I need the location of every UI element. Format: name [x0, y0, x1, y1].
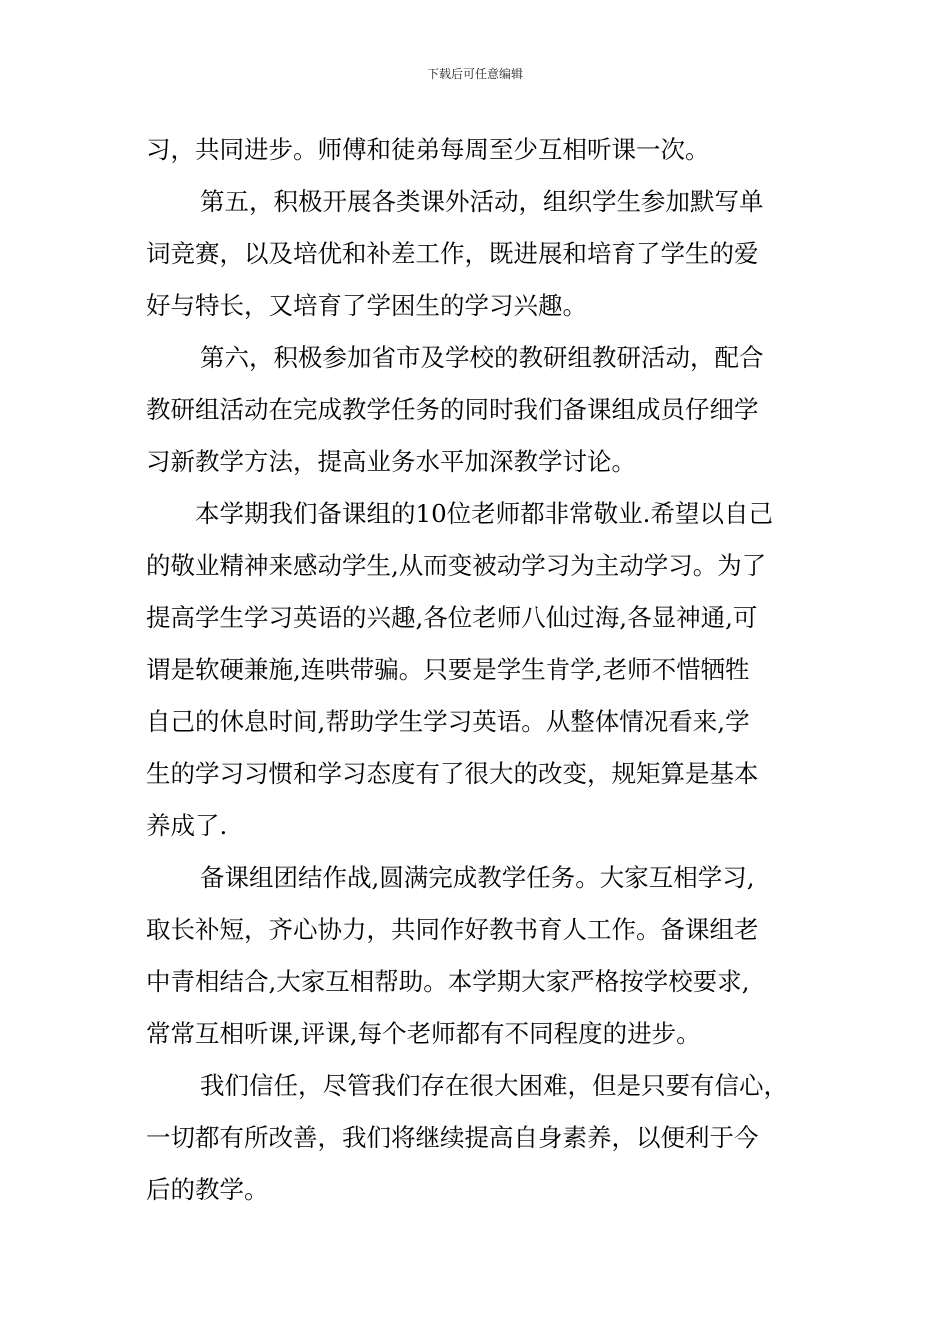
text-line: 习新教学方法，提高业务水平加深教学讨论。 [146, 447, 636, 476]
text-line: 常常互相听课,评课,每个老师都有不同程度的进步。 [146, 1019, 701, 1048]
text-line: 生的学习习惯和学习态度有了很大的改变，规矩算是基本 [146, 759, 759, 788]
text-line: 本学期我们备课组的10位老师都非常敬业.希望以自己 [195, 499, 773, 528]
text-line: 自己的休息时间,帮助学生学习英语。从整体情况看来,学 [146, 707, 750, 736]
text-line: 第五，积极开展各类课外活动，组织学生参加默写单 [200, 187, 764, 216]
text-line: 一切都有所改善，我们将继续提高自身素养，以便利于今 [146, 1123, 759, 1152]
text-line: 的敬业精神来感动学生,从而变被动学习为主动学习。为了 [146, 551, 767, 580]
text-line: 好与特长，又培育了学困生的学习兴趣。 [146, 291, 587, 320]
text-line: 后的教学。 [146, 1175, 269, 1204]
text-line: 习，共同进步。师傅和徒弟每周至少互相听课一次。 [146, 135, 710, 164]
text-line: 中青相结合,大家互相帮助。本学期大家严格按学校要求, [146, 967, 750, 996]
text-line: 备课组团结作战,圆满完成教学任务。大家互相学习, [200, 863, 755, 892]
text-line: 养成了. [146, 811, 228, 840]
text-line: 词竞赛，以及培优和补差工作，既进展和培育了学生的爱 [146, 239, 759, 268]
text-line: 谓是软硬兼施,连哄带骗。只要是学生肯学,老师不惜牺牲 [146, 655, 750, 684]
document-body [146, 124, 816, 1216]
page-header: 下载后可任意编辑 [426, 67, 523, 81]
text-line: 我们信任，尽管我们存在很大困难，但是只要有信心， [200, 1071, 788, 1100]
text-line: 取长补短，齐心协力，共同作好教书育人工作。备课组老 [146, 915, 759, 944]
text-line: 教研组活动在完成教学任务的同时我们备课组成员仔细学 [146, 395, 759, 424]
text-line: 第六，积极参加省市及学校的教研组教研活动，配合 [200, 343, 764, 372]
text-line: 提高学生学习英语的兴趣,各位老师八仙过海,各显神通,可 [146, 603, 758, 632]
